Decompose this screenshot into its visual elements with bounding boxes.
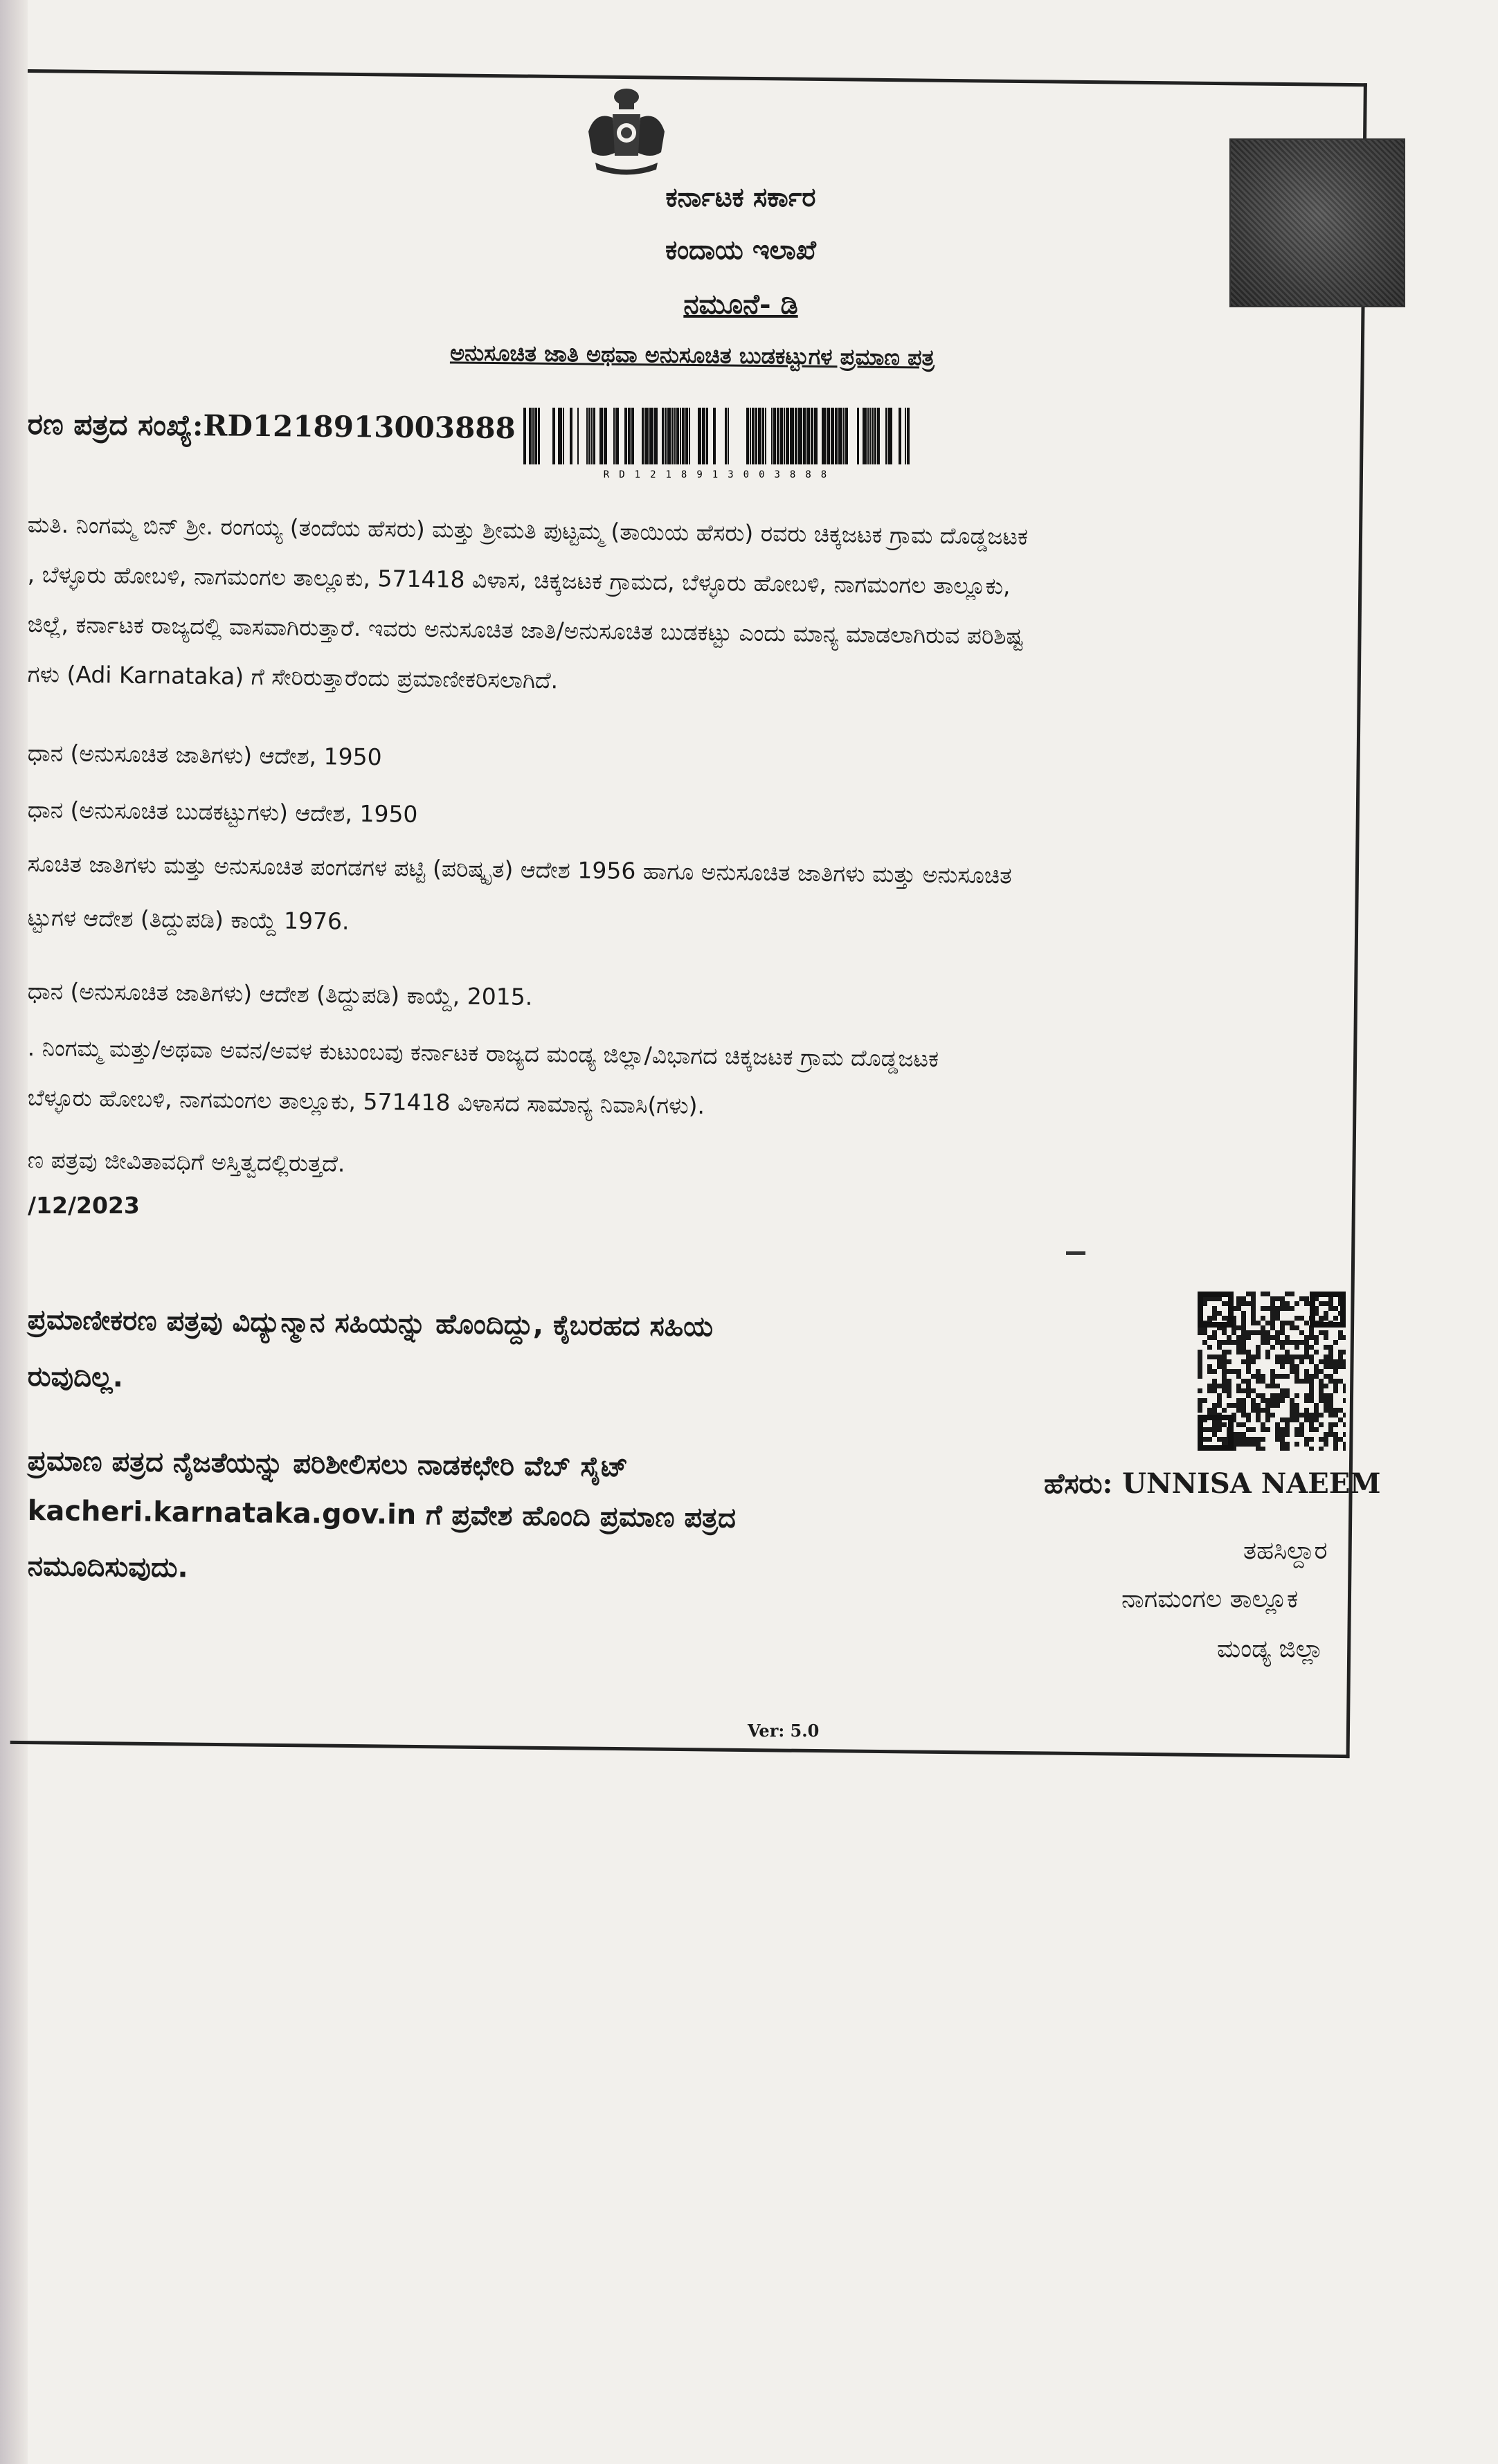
signatory-district: ಮಂಡ್ಯ ಜಿಲ್ಲಾ xyxy=(1217,1635,1324,1663)
footer-note-5: ನಮೂದಿಸುವುದು. xyxy=(27,1550,188,1584)
certificate-page xyxy=(28,0,1498,2464)
order-line-2: ಧಾನ (ಅನುಸೂಚಿತ ಬುಡಕಟ್ಟುಗಳು) ಆದೇಶ, 1950 xyxy=(27,796,418,828)
body-line-1: ಮತಿ. ನಿಂಗಮ್ಮ ಬಿನ್ ಶ್ರೀ. ರಂಗಯ್ಯ (ತಂದೆಯ ಹೆಸರು) ಮತ್ತು ಶ್ರೀಮತಿ ಪುಟ್ಟಮ್ಮ (ತಾಯಿಯ ಹೆಸರು) ರವರು ಚಿಕ್ಕಜಟಕ ಗ್ರಾಮ ದೊಡ್ಡಜಟಕ xyxy=(27,511,1029,550)
body-line-2: , ಬೆಳ್ಳೂರು ಹೋಬಳಿ, ನಾಗಮಂಗಲ ತಾಲ್ಲೂಕು, 571418 ವಿಳಾಸ, ಚಿಕ್ಕಜಟಕ ಗ್ರಾಮದ, ಬೆಳ್ಳೂರು ಹೋಬಳಿ, ನಾಗಮಂಗಲ ತಾಲ್ಲೂಕು, xyxy=(27,561,1011,600)
footer-note-3: ಪ್ರಮಾಣ ಪತ್ರದ ನೈಜತೆಯನ್ನು ಪರಿಶೀಲಿಸಲು ನಾಡಕಛೇರಿ ವೆಬ್ ಸೈಟ್ xyxy=(27,1445,629,1484)
order-line-3: ಸೂಚಿತ ಜಾತಿಗಳು ಮತ್ತು ಅನುಸೂಚಿತ ಪಂಗಡಗಳ ಪಟ್ಟಿ (ಪರಿಷ್ಕೃತ) ಆದೇಶ 1956 ಹಾಗೂ ಅನುಸೂಚಿತ ಜಾತಿಗಳು ಮತ್ತು ಅನುಸೂಚಿತ xyxy=(27,850,1012,889)
govt-name: ಕರ್ನಾಟಕ ಸರ್ಕಾರ xyxy=(665,181,816,212)
ink-mark xyxy=(1066,1251,1085,1255)
form-label: ನಮೂನೆ- ಡಿ xyxy=(683,288,798,320)
footer-note-2: ರುವುದಿಲ್ಲ. xyxy=(27,1361,124,1394)
footer-note-1: ಪ್ರಮಾಣೀಕರಣ ಪತ್ರವು ವಿದ್ಯುನ್ಮಾನ ಸಹಿಯನ್ನು ಹೊಂದಿದ್ದು, ಕೈಬರಹದ ಸಹಿಯ xyxy=(27,1304,714,1343)
signatory-taluk: ನಾಗಮಂಗಲ ತಾಲ್ಲೂಕ xyxy=(1121,1585,1299,1613)
validity-line: ಣ ಪತ್ರವು ಜೀವಿತಾವಧಿಗೆ ಅಸ್ತಿತ್ವದಲ್ಲಿರುತ್ತದೆ. xyxy=(27,1146,345,1177)
residence-line-1: . ನಿಂಗಮ್ಮ ಮತ್ತು/ಅಥವಾ ಅವನ/ಅವಳ ಕುಟುಂಬವು ಕರ್ನಾಟಕ ರಾಜ್ಯದ ಮಂಡ್ಯ ಜಿಲ್ಲಾ/ವಿಭಾಗದ ಚಿಕ್ಕಜಟಕ ಗ್ರಾಮ ದೊಡ್ಡಜಟಕ xyxy=(27,1034,939,1073)
state-emblem-icon xyxy=(575,83,678,180)
department-name: ಕಂದಾಯ ಇಲಾಖೆ xyxy=(665,234,816,265)
order-line-1: ಧಾನ (ಅನುಸೂಚಿತ ಜಾತಿಗಳು) ಆದೇಶ, 1950 xyxy=(27,739,382,771)
body-line-4: ಗಳು (Adi Karnataka) ಗೆ ಸೇರಿರುತ್ತಾರೆಂದು ಪ್ರಮಾಣೀಕರಿಸಲಾಗಿದೆ. xyxy=(27,660,559,694)
residence-line-2: ಬೆಳ್ಳೂರು ಹೋಬಳಿ, ನಾಗಮಂಗಲ ತಾಲ್ಲೂಕು, 571418 ವಿಳಾಸದ ಸಾಮಾನ್ಯ ನಿವಾಸಿ(ಗಳು). xyxy=(27,1084,705,1119)
signatory-name: ಹೆಸರು: UNNISA NAEEM xyxy=(1044,1467,1381,1500)
qr-code xyxy=(1198,1292,1346,1451)
footer-note-4: kacheri.karnataka.gov.in ಗೆ ಪ್ರವೇಶ ಹೊಂದಿ ಪ್ರಮಾಣ ಪತ್ರದ xyxy=(27,1495,737,1534)
order-line-5: ಧಾನ (ಅನುಸೂಚಿತ ಜಾತಿಗಳು) ಆದೇಶ (ತಿದ್ದುಪಡಿ) ಕಾಯ್ದೆ, 2015. xyxy=(27,977,533,1011)
signatory-role: ತಹಸಿಲ್ದಾರ xyxy=(1243,1537,1328,1565)
order-line-4: ಟ್ಟುಗಳ ಆದೇಶ (ತಿದ್ದುಪಡಿ) ಕಾಯ್ದೆ 1976. xyxy=(27,904,350,935)
barcode-text: RD1218913003888 xyxy=(603,469,837,480)
version-label: Ver: 5.0 xyxy=(748,1721,820,1741)
body-line-3: ಜಿಲ್ಲೆ, ಕರ್ನಾಟಕ ರಾಜ್ಯದಲ್ಲಿ ವಾಸವಾಗಿರುತ್ತಾರೆ. ಇವರು ಅನುಸೂಚಿತ ಜಾತಿ/ಅನುಸೂಚಿತ ಬುಡಕಟ್ಟು ಎಂದು ಮಾನ್ಯ ಮಾಡಲಾಗಿರುವ ಪರಿಶಿಷ್ಟ xyxy=(27,610,1024,650)
barcode xyxy=(519,405,921,481)
issue-date: /12/2023 xyxy=(28,1192,140,1219)
certificate-title: ಅನುಸೂಚಿತ ಜಾತಿ ಅಥವಾ ಅನುಸೂಚಿತ ಬುಡಕಟ್ಟುಗಳ ಪ್ರಮಾಣ ಪತ್ರ xyxy=(449,339,935,371)
applicant-photo xyxy=(1229,138,1405,307)
certificate-number: ರಣ ಪತ್ರದ ಸಂಖ್ಯೆ:RD1218913003888 xyxy=(27,407,516,446)
